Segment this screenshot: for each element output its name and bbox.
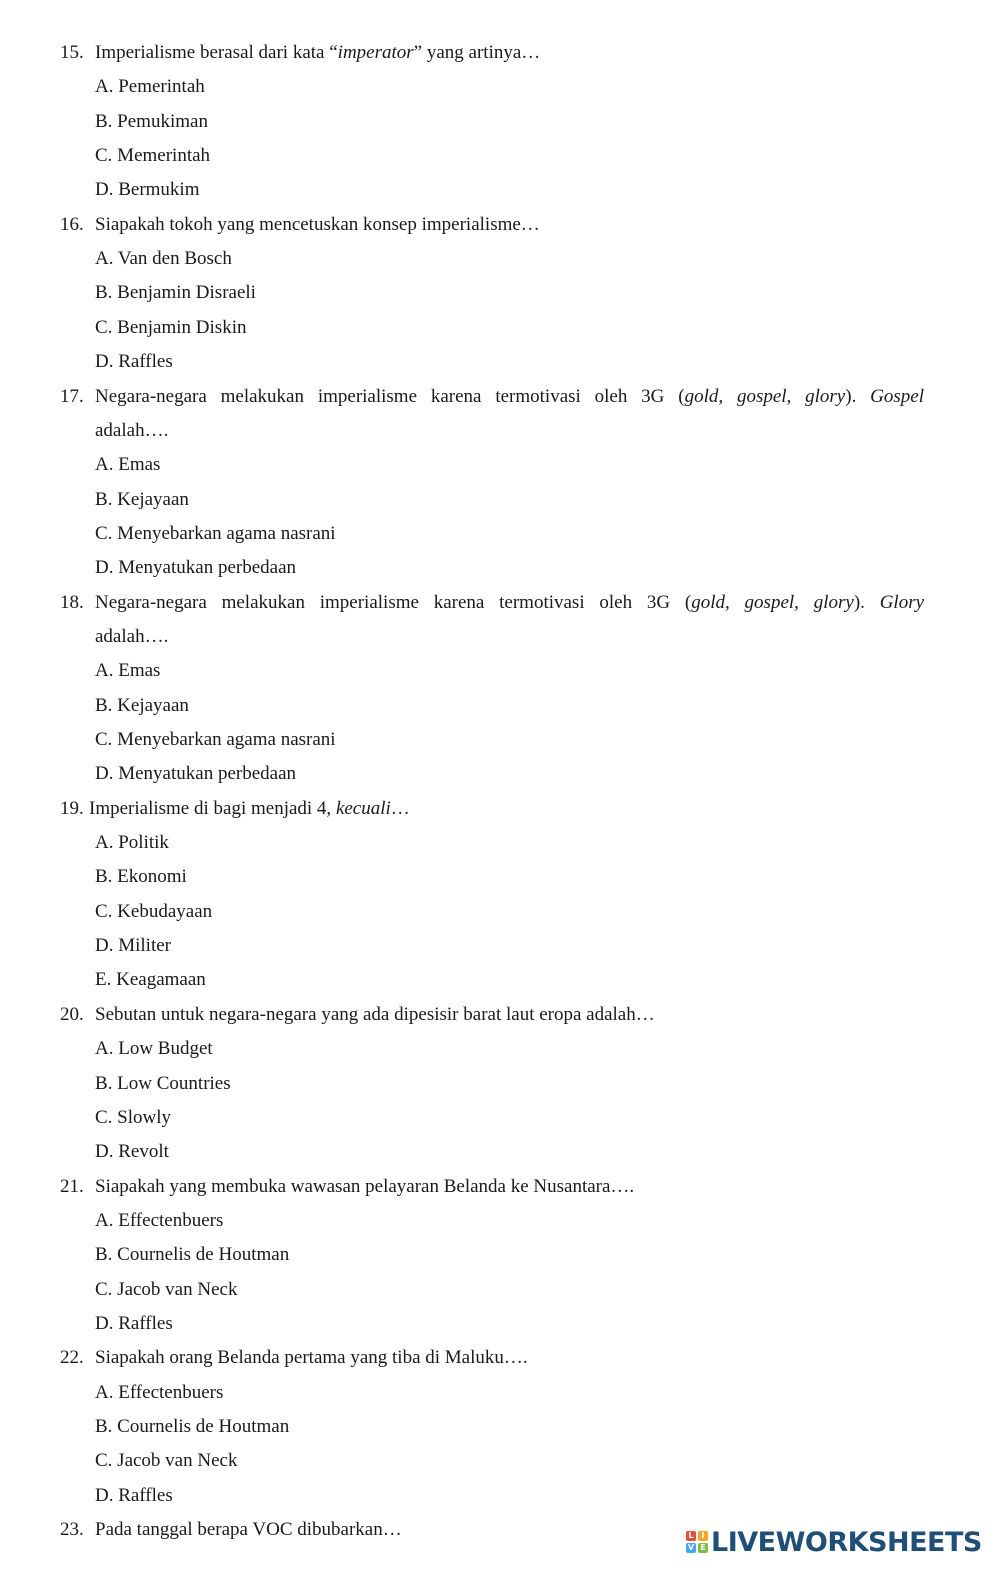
answer-option: C. Slowly xyxy=(95,1106,172,1128)
italic-term: kecuali xyxy=(335,797,391,819)
question-text xyxy=(95,1175,634,1199)
answer-option: D. Militer xyxy=(95,935,171,957)
answer-option: B. Kejayaan xyxy=(95,694,189,716)
text-run: Pada tanggal berapa VOC dibubarkan… xyxy=(95,1519,402,1541)
question-number: 15. xyxy=(60,42,84,63)
answer-option: A. Emas xyxy=(95,660,161,682)
question-number: 20. xyxy=(60,1003,84,1025)
answer-option: B. Cournelis de Houtman xyxy=(95,1244,290,1266)
answer-option: B. Low Countries xyxy=(95,1072,231,1094)
question-text xyxy=(95,1003,655,1027)
question-number: 22. xyxy=(60,1347,84,1369)
text-run: Negara-negara melakukan imperialisme karena termotivasi oleh 3G ( xyxy=(95,385,685,407)
answer-option: C. Menyebarkan agama nasrani xyxy=(95,522,336,544)
text-run: Siapakah yang membuka wawasan pelayaran Belanda ke Nusantara…. xyxy=(95,1175,635,1197)
question-number: 18. xyxy=(60,591,84,613)
italic-term: Glory xyxy=(879,591,925,613)
answer-option: A. Pemerintah xyxy=(95,76,205,98)
italic-term: gold, gospel, glory xyxy=(691,591,854,613)
logo-letter: V xyxy=(687,1543,695,1552)
italic-term: gold, gospel, glory xyxy=(684,385,846,407)
answer-option: D. Bermukim xyxy=(95,179,200,201)
text-run: ). xyxy=(845,385,871,407)
question-text xyxy=(95,1518,402,1542)
question-number: 19. xyxy=(60,797,84,819)
answer-option: B. Benjamin Disraeli xyxy=(95,282,256,304)
question-text xyxy=(95,41,540,65)
logo-mark-icon xyxy=(686,1531,708,1553)
question-number: 23. xyxy=(60,1519,84,1541)
answer-option: A. Effectenbuers xyxy=(95,1209,224,1231)
question-text xyxy=(95,591,924,615)
text-run: Siapakah tokoh yang mencetuskan konsep imperialisme… xyxy=(95,213,540,235)
question-text xyxy=(95,213,540,237)
answer-option: C. Benjamin Diskin xyxy=(95,316,247,338)
answer-option: C. Jacob van Neck xyxy=(95,1450,238,1472)
text-run: ” yang artinya… xyxy=(413,42,541,63)
answer-option: A. Emas xyxy=(95,454,161,476)
question-text-continued: adalah…. xyxy=(95,625,169,647)
answer-option: D. Raffles xyxy=(95,1484,173,1506)
answer-option: A. Van den Bosch xyxy=(95,248,232,270)
italic-term: Gospel xyxy=(870,385,924,407)
question-text-continued: adalah…. xyxy=(95,419,169,441)
question-number: 16. xyxy=(60,213,84,235)
question-number: 17. xyxy=(60,385,84,407)
italic-term: imperator xyxy=(337,42,414,63)
text-run: ). xyxy=(853,591,880,613)
text-run: Imperialisme berasal dari kata “ xyxy=(95,42,338,63)
text-run: … xyxy=(390,797,410,819)
text-run: Negara-negara melakukan imperialisme karena termotivasi oleh 3G ( xyxy=(95,591,692,613)
question-number: 21. xyxy=(60,1175,84,1197)
answer-option: A. Effectenbuers xyxy=(95,1381,224,1403)
answer-option: D. Raffles xyxy=(95,351,173,373)
answer-option: C. Menyebarkan agama nasrani xyxy=(95,729,336,750)
answer-option: C. Kebudayaan xyxy=(95,900,213,922)
logo-letter: L xyxy=(686,1531,696,1541)
answer-option: D. Menyatukan perbedaan xyxy=(95,557,297,579)
answer-option: C. Memerintah xyxy=(95,145,211,167)
logo-letter: E xyxy=(698,1543,708,1553)
answer-option: A. Low Budget xyxy=(95,1038,213,1060)
answer-option: B. Ekonomi xyxy=(95,866,187,888)
answer-option: D. Raffles xyxy=(95,1312,173,1334)
answer-option: E. Keagamaan xyxy=(95,969,206,991)
liveworksheets-logo xyxy=(686,1525,982,1559)
answer-option: B. Pemukiman xyxy=(95,110,208,132)
question-text xyxy=(89,797,410,821)
answer-option: D. Revolt xyxy=(95,1141,169,1163)
answer-option: A. Politik xyxy=(95,832,169,854)
question-text xyxy=(95,385,924,409)
text-run: Imperialisme di bagi menjadi 4, xyxy=(89,797,336,819)
logo-text: LIVEWORKSHEETS xyxy=(711,1526,982,1558)
answer-option: D. Menyatukan perbedaan xyxy=(95,763,297,785)
logo-letter: I xyxy=(698,1531,708,1541)
answer-option: C. Jacob van Neck xyxy=(95,1278,238,1300)
question-text xyxy=(95,1346,528,1370)
answer-option: B. Kejayaan xyxy=(95,488,189,510)
text-run: Sebutan untuk negara-negara yang ada dipesisir barat laut eropa adalah… xyxy=(95,1003,655,1025)
text-run: Siapakah orang Belanda pertama yang tiba di Maluku…. xyxy=(95,1347,528,1369)
answer-option: B. Cournelis de Houtman xyxy=(95,1416,290,1437)
